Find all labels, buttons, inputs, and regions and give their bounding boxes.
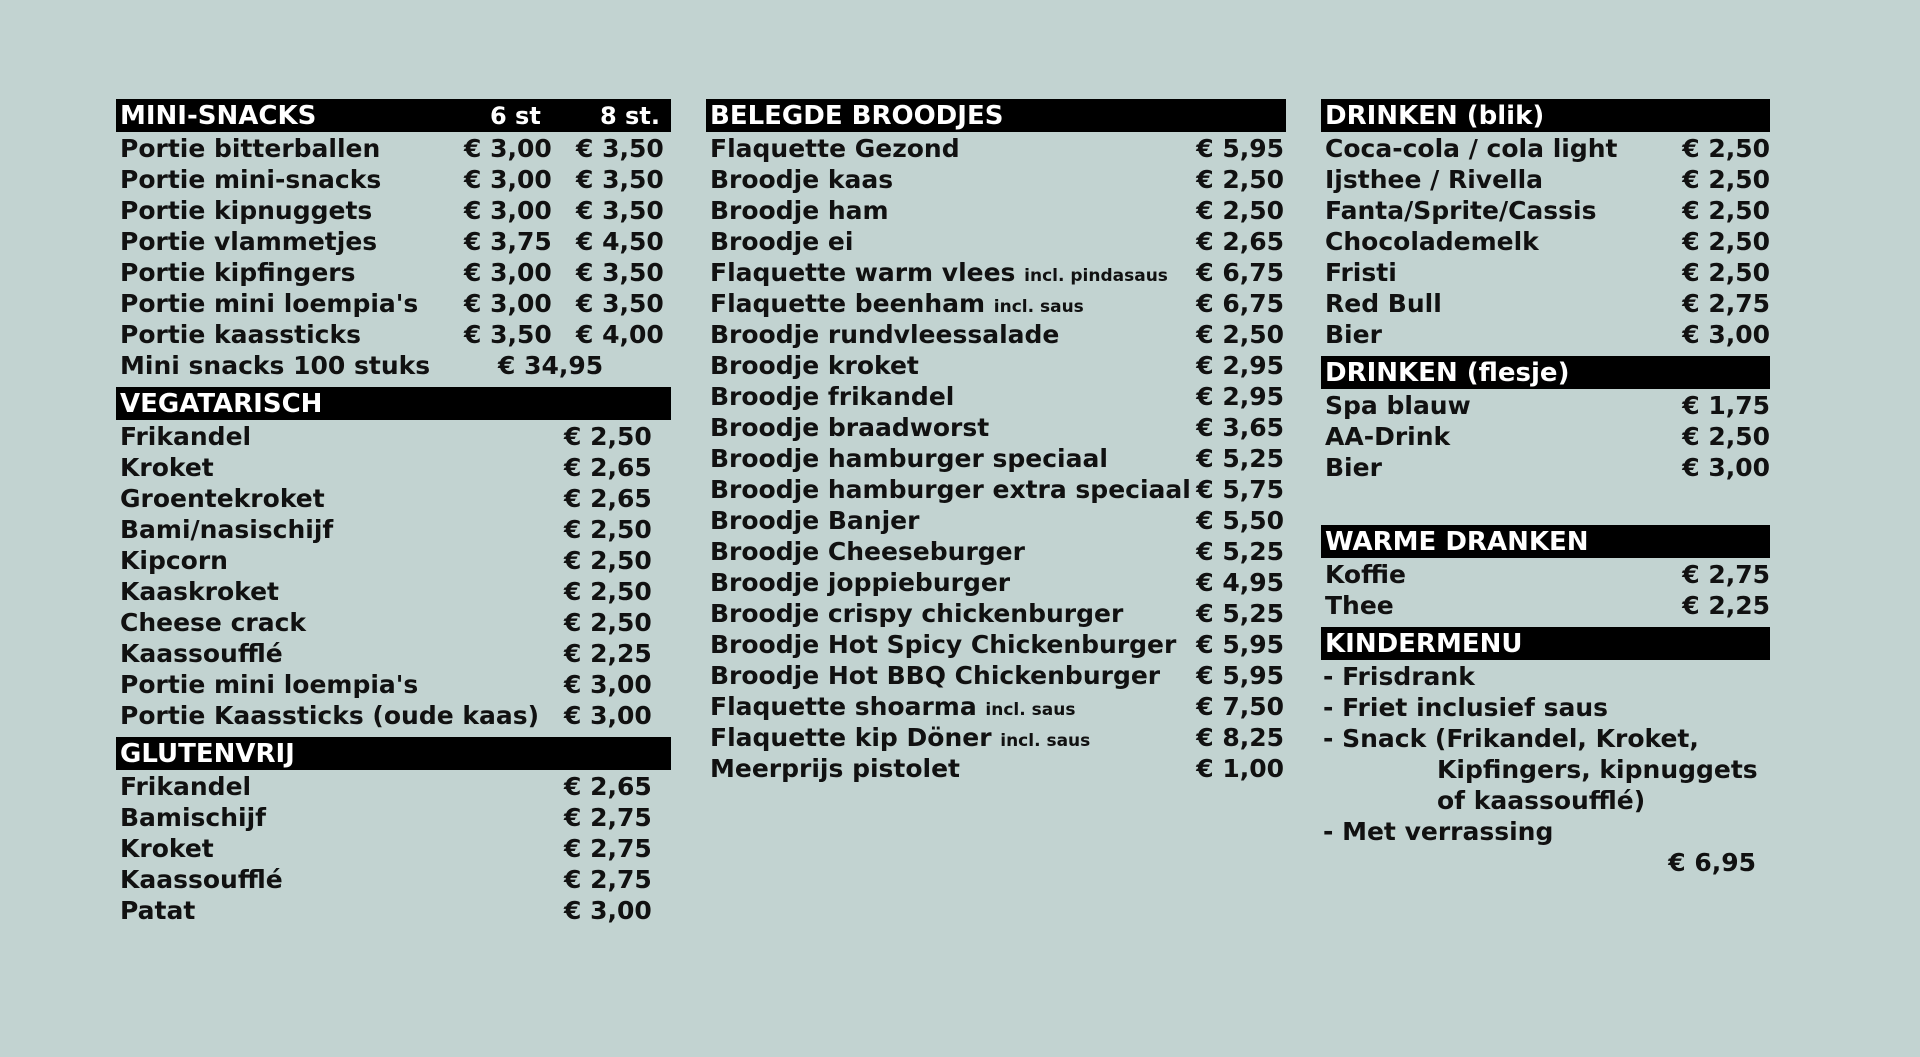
drinken-blik-header <box>1321 99 1770 132</box>
menu-item-row <box>1321 226 1770 257</box>
item-name: Thee <box>1325 591 1394 620</box>
menu-item-row <box>116 771 671 802</box>
menu-item-row <box>116 319 671 350</box>
menu-item-row <box>706 164 1286 195</box>
menu-item-row <box>116 288 671 319</box>
menu-item-row <box>706 319 1286 350</box>
item-name: Koffie <box>1325 560 1406 589</box>
menu-item-row <box>116 576 671 607</box>
menu-item-row <box>706 195 1286 226</box>
item-price: € 2,75 <box>1682 289 1770 318</box>
menu-item-row <box>1321 319 1770 350</box>
item-price: € 3,00 <box>1682 320 1770 349</box>
item-price: € 6,75 <box>1196 258 1284 287</box>
item-price: € 2,50 <box>564 577 652 606</box>
item-note: incl. saus <box>1000 731 1091 751</box>
warme-dranken-list <box>1321 558 1770 621</box>
item-name: Broodje ham <box>710 196 889 225</box>
menu-item-row <box>706 288 1286 319</box>
price-6-st: € 3,00 <box>464 289 552 318</box>
item-name: Bier <box>1325 453 1382 482</box>
item-price: € 2,50 <box>1682 165 1770 194</box>
menu-item-row <box>116 226 671 257</box>
mini-snacks-list <box>116 132 671 350</box>
item-name: Patat <box>120 896 196 925</box>
item-price: € 2,50 <box>564 608 652 637</box>
menu-item-row <box>116 864 671 895</box>
price-6-st: € 3,75 <box>464 227 552 256</box>
menu-item-row <box>706 629 1286 660</box>
item-name: Broodje kaas <box>710 165 894 194</box>
menu-item-row <box>116 669 671 700</box>
price-8-st: € 3,50 <box>576 258 664 287</box>
kindermenu-line: Kipfingers, kipnuggets <box>1437 755 1758 784</box>
item-name: Broodje crispy chickenburger <box>710 599 1124 628</box>
item-price: € 2,25 <box>1682 591 1770 620</box>
menu-item-row <box>1321 164 1770 195</box>
item-note: incl. pindasaus <box>1024 266 1168 286</box>
item-price: € 3,00 <box>564 701 652 730</box>
menu-item-row <box>1321 288 1770 319</box>
vegetarisch-list <box>116 420 671 731</box>
col-6-header: 6 st <box>490 102 541 130</box>
menu-item-row <box>706 660 1286 691</box>
menu-item-row <box>706 536 1286 567</box>
menu-item-row <box>706 474 1286 505</box>
menu-item-row <box>116 833 671 864</box>
item-name: Meerprijs pistolet <box>710 754 961 783</box>
item-name: Frikandel <box>120 422 252 451</box>
vegetarisch-title: VEGATARISCH <box>120 389 323 419</box>
price-6-st: € 3,00 <box>464 196 552 225</box>
item-price: € 2,75 <box>564 834 652 863</box>
warme-dranken-title: WARME DRANKEN <box>1325 527 1589 557</box>
item-name: Bier <box>1325 320 1382 349</box>
item-name: Broodje ei <box>710 227 854 256</box>
menu-item-row <box>116 895 671 926</box>
item-name: Cheese crack <box>120 608 307 637</box>
item-name: Ijsthee / Rivella <box>1325 165 1544 194</box>
item-name: Portie vlammetjes <box>120 227 378 256</box>
menu-item-row <box>706 257 1286 288</box>
kindermenu-header <box>1321 627 1770 660</box>
kindermenu-list <box>1321 660 1770 878</box>
price-8-st: € 3,50 <box>576 165 664 194</box>
item-price: € 2,50 <box>1682 227 1770 256</box>
menu-item-row <box>116 421 671 452</box>
price-6-st: € 3,00 <box>464 258 552 287</box>
item-name: Red Bull <box>1325 289 1442 318</box>
kindermenu-title: KINDERMENU <box>1325 629 1523 659</box>
kindermenu-line: - Frisdrank <box>1323 662 1475 691</box>
kindermenu-line: of kaassoufflé) <box>1437 786 1646 815</box>
item-name: Kaassoufflé <box>120 639 283 668</box>
menu-item-row <box>116 700 671 731</box>
item-name: Broodje hamburger extra speciaal <box>710 475 1191 504</box>
item-name: Portie mini loempia's <box>120 670 419 699</box>
item-price: € 2,50 <box>1682 196 1770 225</box>
item-price: € 2,50 <box>1196 165 1284 194</box>
item-name: Broodje frikandel <box>710 382 955 411</box>
item-name: Portie mini loempia's <box>120 289 419 318</box>
item-name: Kaassoufflé <box>120 865 283 894</box>
price-8-st: € 3,50 <box>576 134 664 163</box>
warme-dranken-header <box>1321 525 1770 558</box>
item-name: Portie Kaassticks (oude kaas) <box>120 701 540 730</box>
glutenvrij-list <box>116 770 671 926</box>
mini-snacks-title: MINI-SNACKS <box>120 101 317 131</box>
item-price: € 5,25 <box>1196 599 1284 628</box>
item-price: € 5,25 <box>1196 537 1284 566</box>
menu-item-row <box>116 638 671 669</box>
item-name: Flaquette Gezond <box>710 134 960 163</box>
kindermenu-line: - Snack (Frikandel, Kroket, <box>1323 724 1699 753</box>
price-8-st: € 3,50 <box>576 196 664 225</box>
item-price: € 2,95 <box>1196 351 1284 380</box>
kindermenu-line: - Friet inclusief saus <box>1323 693 1609 722</box>
menu-item-row <box>116 483 671 514</box>
item-name: Broodje Banjer <box>710 506 920 535</box>
item-name: Coca-cola / cola light <box>1325 134 1618 163</box>
item-name: Kroket <box>120 453 214 482</box>
bulk-price: € 34,95 <box>498 351 604 380</box>
vegetarisch-header <box>116 387 671 420</box>
glutenvrij-title: GLUTENVRIJ <box>120 739 295 769</box>
bulk-name: Mini snacks 100 stuks <box>120 351 431 380</box>
menu-item-row <box>1321 590 1770 621</box>
item-price: € 5,95 <box>1196 661 1284 690</box>
menu-item-row <box>706 722 1286 753</box>
item-name: Broodje hamburger speciaal <box>710 444 1108 473</box>
item-price: € 3,00 <box>1682 453 1770 482</box>
broodjes-header <box>706 99 1286 132</box>
menu-item-row <box>706 133 1286 164</box>
item-price: € 2,50 <box>564 546 652 575</box>
item-name: Broodje Cheeseburger <box>710 537 1025 566</box>
item-price: € 2,25 <box>564 639 652 668</box>
item-name: Bami/nasischijf <box>120 515 334 544</box>
item-price: € 2,65 <box>564 453 652 482</box>
item-name: Spa blauw <box>1325 391 1471 420</box>
item-price: € 2,50 <box>1682 422 1770 451</box>
item-note: incl. saus <box>985 700 1076 720</box>
item-name: Bamischijf <box>120 803 267 832</box>
menu-item-row <box>706 567 1286 598</box>
menu-item-row <box>706 505 1286 536</box>
item-name: Portie kipfingers <box>120 258 356 287</box>
item-name: Broodje Hot Spicy Chickenburger <box>710 630 1177 659</box>
price-8-st: € 4,50 <box>576 227 664 256</box>
item-price: € 3,65 <box>1196 413 1284 442</box>
item-name: Fristi <box>1325 258 1397 287</box>
item-price: € 2,50 <box>564 515 652 544</box>
item-price: € 2,50 <box>1196 320 1284 349</box>
menu-item-row <box>706 691 1286 722</box>
item-name: Portie kaassticks <box>120 320 361 349</box>
item-name: Flaquette warm vlees <box>710 258 1016 287</box>
menu-item-row <box>706 226 1286 257</box>
menu-item-row <box>1321 421 1770 452</box>
item-price: € 5,50 <box>1196 506 1284 535</box>
item-name: Portie bitterballen <box>120 134 381 163</box>
kindermenu-line: - Met verrassing <box>1323 817 1554 846</box>
col-8-header: 8 st. <box>600 102 660 130</box>
menu-item-row <box>1321 257 1770 288</box>
column-middle <box>706 99 1286 784</box>
menu-item-row <box>1321 559 1770 590</box>
drinken-flesje-title: DRINKEN (flesje) <box>1325 358 1570 388</box>
item-price: € 5,95 <box>1196 134 1284 163</box>
item-price: € 2,75 <box>564 803 652 832</box>
price-6-st: € 3,00 <box>464 134 552 163</box>
drinken-blik-title: DRINKEN (blik) <box>1325 101 1545 131</box>
item-price: € 2,75 <box>564 865 652 894</box>
drinken-flesje-list <box>1321 389 1770 483</box>
menu-item-row <box>1321 195 1770 226</box>
price-6-st: € 3,00 <box>464 165 552 194</box>
bulk-row <box>116 350 671 381</box>
item-price: € 1,75 <box>1682 391 1770 420</box>
drinken-blik-list <box>1321 132 1770 350</box>
item-price: € 2,65 <box>1196 227 1284 256</box>
column-left <box>116 99 671 926</box>
item-name: Fanta/Sprite/Cassis <box>1325 196 1597 225</box>
kindermenu-price: € 6,95 <box>1668 848 1756 877</box>
item-price: € 5,95 <box>1196 630 1284 659</box>
item-price: € 2,65 <box>564 484 652 513</box>
item-name: AA-Drink <box>1325 422 1451 451</box>
item-name: Kroket <box>120 834 214 863</box>
menu-item-row <box>706 598 1286 629</box>
column-right <box>1321 99 1770 878</box>
menu-item-row <box>116 452 671 483</box>
menu-item-row <box>116 607 671 638</box>
menu-item-row <box>1321 133 1770 164</box>
menu-item-row <box>116 545 671 576</box>
item-name: Broodje Hot BBQ Chickenburger <box>710 661 1161 690</box>
broodjes-list <box>706 132 1286 784</box>
item-price: € 3,00 <box>564 896 652 925</box>
item-name: Flaquette beenham <box>710 289 986 318</box>
broodjes-title: BELEGDE BROODJES <box>710 101 1004 131</box>
item-price: € 2,75 <box>1682 560 1770 589</box>
menu-item-row <box>706 381 1286 412</box>
menu-item-row <box>116 257 671 288</box>
item-price: € 5,75 <box>1196 475 1284 504</box>
menu-item-row <box>116 164 671 195</box>
item-price: € 4,95 <box>1196 568 1284 597</box>
item-price: € 2,95 <box>1196 382 1284 411</box>
price-8-st: € 3,50 <box>576 289 664 318</box>
drinken-flesje-header <box>1321 356 1770 389</box>
menu-item-row <box>116 514 671 545</box>
item-name: Broodje rundvleessalade <box>710 320 1060 349</box>
item-name: Groentekroket <box>120 484 325 513</box>
item-name: Portie kipnuggets <box>120 196 373 225</box>
item-name: Broodje kroket <box>710 351 919 380</box>
menu-item-row <box>116 195 671 226</box>
item-note: incl. saus <box>993 297 1084 317</box>
menu-item-row <box>1321 452 1770 483</box>
item-price: € 8,25 <box>1196 723 1284 752</box>
mini-snacks-header <box>116 99 671 132</box>
item-price: € 3,00 <box>564 670 652 699</box>
menu-item-row <box>706 350 1286 381</box>
menu-item-row <box>1321 390 1770 421</box>
item-price: € 2,50 <box>1196 196 1284 225</box>
item-name: Chocolademelk <box>1325 227 1539 256</box>
item-price: € 2,50 <box>1682 258 1770 287</box>
price-8-st: € 4,00 <box>576 320 664 349</box>
item-price: € 7,50 <box>1196 692 1284 721</box>
item-name: Broodje joppieburger <box>710 568 1011 597</box>
item-price: € 6,75 <box>1196 289 1284 318</box>
item-name: Frikandel <box>120 772 252 801</box>
menu-item-row <box>706 443 1286 474</box>
item-price: € 2,50 <box>1682 134 1770 163</box>
item-price: € 2,65 <box>564 772 652 801</box>
menu-item-row <box>116 133 671 164</box>
menu-item-row <box>706 753 1286 784</box>
item-name: Broodje braadworst <box>710 413 990 442</box>
item-name: Flaquette kip Döner <box>710 723 992 752</box>
item-price: € 5,25 <box>1196 444 1284 473</box>
item-price: € 1,00 <box>1196 754 1284 783</box>
item-name: Kipcorn <box>120 546 228 575</box>
item-name: Kaaskroket <box>120 577 279 606</box>
menu-item-row <box>116 802 671 833</box>
item-name: Flaquette shoarma <box>710 692 977 721</box>
item-price: € 2,50 <box>564 422 652 451</box>
item-name: Portie mini-snacks <box>120 165 382 194</box>
price-6-st: € 3,50 <box>464 320 552 349</box>
glutenvrij-header <box>116 737 671 770</box>
menu-item-row <box>706 412 1286 443</box>
